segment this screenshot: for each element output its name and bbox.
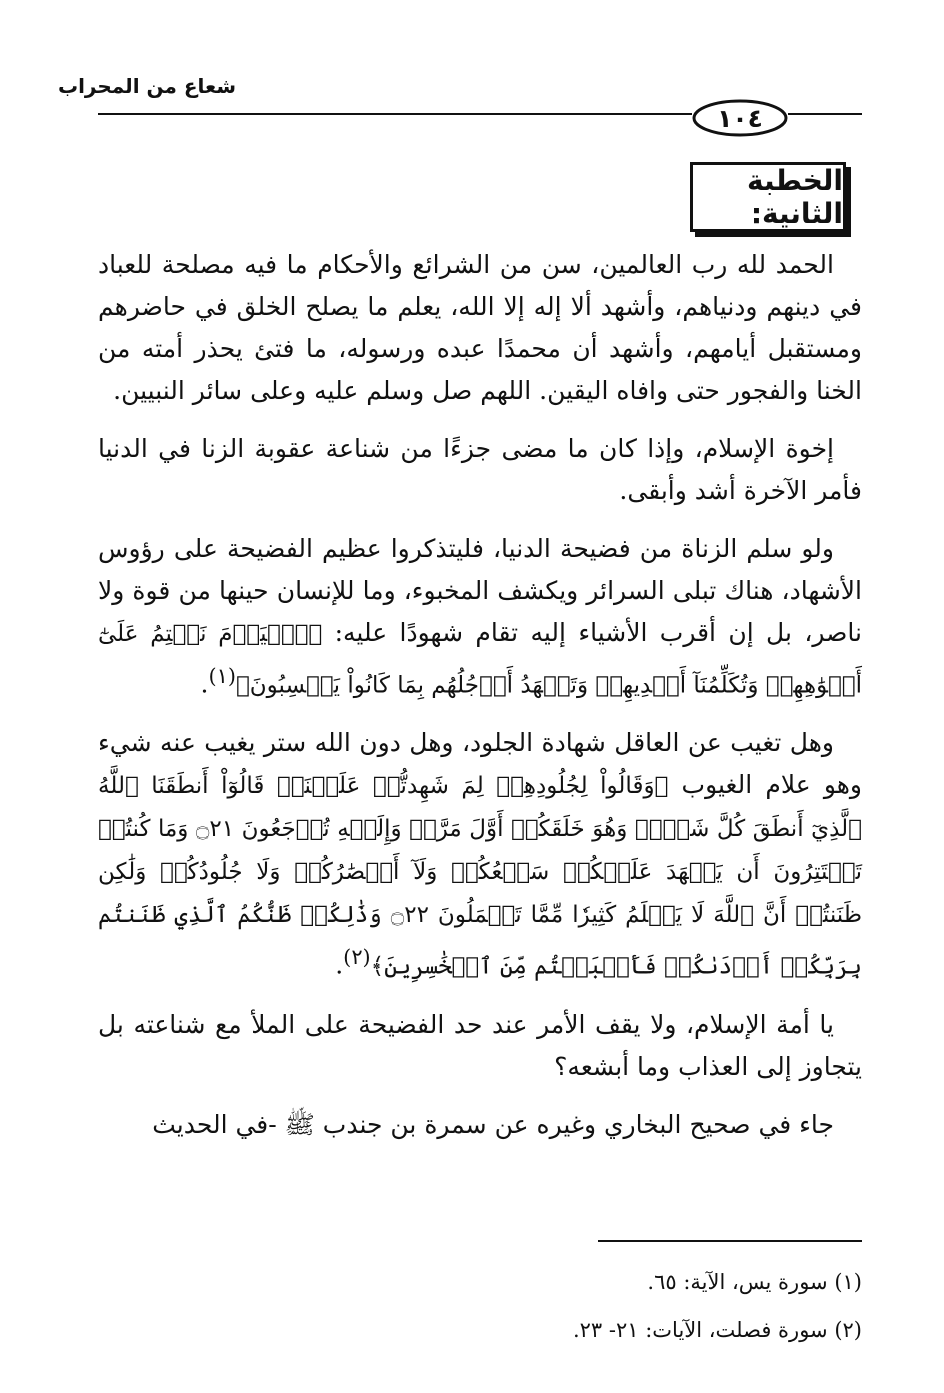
paragraph-3: ولو سلم الزناة من فضيحة الدنيا، فليتذكروا عظيم الفضيحة على رؤوس الأشهاد، هناك تبلى السرائر ويكشف المخبوء، وما للإنسان حينها من قوة ولا ناصر، بل إن أقرب الأشياء إليه تقام شهودًا عليه: ﴿ٱلۡيَوۡمَ نَخۡتِمُ عَلَىٰٓ أَفۡوَٰهِهِمۡ وَتُكَلِّمُنَآ أَيۡدِيهِمۡ وَتَشۡهَدُ أَرۡجُلُهُم بِمَا كَانُواْ يَكۡسِبُونَ﴾$^{(١)}$.: [98, 534, 862, 699]
footnote-ref-2: (٢): [343, 945, 371, 970]
quran-verse-2: ﴿وَقَالُواْ لِجُلُودِهِمۡ لِمَ شَهِدتُّمۡ عَلَيۡنَاۖ قَالُوٓاْ أَنطَقَنَا ٱللَّهُ ٱلَّذِيٓ أَنطَقَ كُلَّ شَيۡءٖ وَهُوَ خَلَقَكُمۡ أَوَّلَ مَرَّةٖ وَإِلَيۡهِ تُرۡجَعُونَ ۝٢١ وَمَا كُنتُمۡ تَسۡتَتِرُونَ أَن يَشۡهَدَ عَلَيۡكُمۡ سَمۡعُكُمۡ وَلَآ أَبۡصَٰرُكُمۡ وَلَا جُلُودُكُمۡ وَلَٰكِن ظَنَنتُمۡ أَنَّ ٱللَّهَ لَا يَعۡلَمُ كَثِيرٗا مِّمَّا تَعۡمَلُونَ ۝٢٢ وَذَٰلِكُمۡ ظَنُّكُمُ ٱلَّذِي ظَنَنتُم بِرَبِّكُمۡ أَرۡدَىٰكُمۡ فَأَصۡبَحۡتُم مِّنَ ٱلۡخَٰسِرِينَ﴾: [98, 773, 862, 980]
footnote-2: (٢) سورة فصلت، الآيات: ٢١- ٢٣.: [572, 1318, 862, 1342]
footnote-ref-1: (١): [208, 664, 236, 688]
body-text: [98, 244, 862, 1162]
section-title: الخطبة الثانية:: [690, 162, 846, 232]
paragraph-1: الحمد لله رب العالمين، سن من الشرائع والأحكام ما فيه مصلحة للعباد في دينهم ودنياهم، وأشهد ألا إله إلا الله، يعلم ما يصلح الخلق في حاضرهم ومستقبل أيامهم، وأشهد أن محمدًا عبده ورسوله، ما فتئ يحذر أمته من الخنا والفجور حتى وافاه اليقين. اللهم صل وسلم عليه وعلى سائر النبيين.: [98, 250, 862, 405]
running-title: شعاع من المحراب: [57, 74, 236, 98]
paragraph-6: جاء في صحيح البخاري وغيره عن سمرة بن جندب ﷺ -في الحديث: [152, 1109, 834, 1139]
paragraph-2: إخوة الإسلام، وإذا كان ما مضى جزءًا من شناعة عقوبة الزنا في الدنيا فأمر الآخرة أشد وأبقى.: [98, 434, 862, 505]
footnotes: [98, 1258, 862, 1354]
paragraph-4-text: وهل تغيب عن العاقل شهادة الجلود، وهل دون الله ستر يغيب عنه شيء وهو علام الغيوب: [98, 728, 863, 800]
paragraph-4: وهل تغيب عن العاقل شهادة الجلود، وهل دون الله ستر يغيب عنه شيء وهو علام الغيوب ﴿وَقَالُواْ لِجُلُودِهِمۡ لِمَ شَهِدتُّمۡ عَلَيۡنَاۖ قَالُوٓاْ أَنطَقَنَا ٱللَّهُ ٱلَّذِيٓ أَنطَقَ كُلَّ شَيۡءٖ وَهُوَ خَلَقَكُمۡ أَوَّلَ مَرَّةٖ وَإِلَيۡهِ تُرۡجَعُونَ ۝٢١ وَمَا كُنتُمۡ تَسۡتَتِرُونَ أَن يَشۡهَدَ عَلَيۡكُمۡ سَمۡعُكُمۡ وَلَآ أَبۡصَٰرُكُمۡ وَلَا جُلُودُكُمۡ وَلَٰكِن ظَنَنتُمۡ أَنَّ ٱللَّهَ لَا يَعۡلَمُ كَثِيرٗا مِّمَّا تَعۡمَلُونَ ۝٢٢ وَذَٰلِكُمۡ ظَنُّكُمُ ٱلَّذِي ظَنَنتُم بِرَبِّكُمۡ أَرۡدَىٰكُمۡ فَأَصۡبَحۡتُم مِّنَ ٱلۡخَٰسِرِينَ﴾$^{(٢)}$.: [98, 728, 863, 980]
footnotes-divider: [598, 1240, 862, 1242]
paragraph-3-text: ولو سلم الزناة من فضيحة الدنيا، فليتذكروا عظيم الفضيحة على رؤوس الأشهاد، هناك تبلى السرائر ويكشف المخبوء، وما للإنسان حينها من قوة ولا ناصر، بل إن أقرب الأشياء إليه تقام شهودًا عليه:: [98, 534, 862, 647]
footnote-1: (١) سورة يس، الآية: ٦٥.: [647, 1270, 862, 1294]
paragraph-5: يا أمة الإسلام، ولا يقف الأمر عند حد الفضيحة على الملأ مع شناعته بل يتجاوز إلى العذاب وما أبشعه؟: [98, 1009, 862, 1081]
page-number: ١٠٤: [717, 103, 763, 133]
quran-verse-1: ﴿ٱلۡيَوۡمَ نَخۡتِمُ عَلَىٰٓ أَفۡوَٰهِهِمۡ وَتُكَلِّمُنَآ أَيۡدِيهِمۡ وَتَشۡهَدُ أَرۡجُلُهُم بِمَا كَانُواْ يَكۡسِبُونَ﴾: [98, 621, 862, 699]
